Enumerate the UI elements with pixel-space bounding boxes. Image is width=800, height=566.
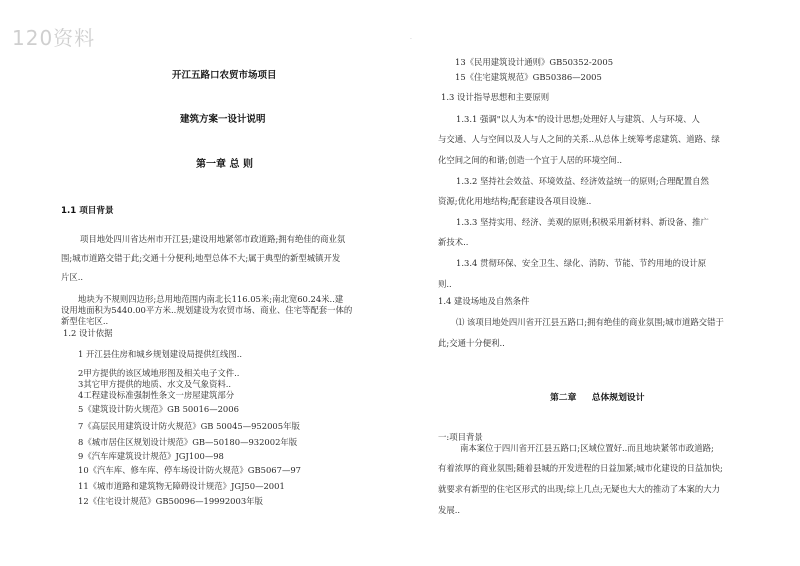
background-line-1: 项目地处四川省达州市开江县;建设用地紧邻市政道路;拥有绝佳的商业氛 [80, 234, 346, 244]
margin-mark: . [410, 34, 412, 41]
background-line-2: 围;城市道路交错于此;交通十分便利;地型总体不大;属于典型的新型城镇开发 [61, 253, 341, 263]
background-line-3: 片区.. [61, 272, 84, 282]
standard-13: 13《民用建筑设计通则》GB50352-2005 [455, 57, 614, 67]
document-subtitle: 建筑方案一设计说明 [180, 114, 266, 125]
site-line-3: 新型住宅区.. [61, 316, 109, 326]
chapter-1-heading: 第一章 总 则 [196, 159, 253, 170]
basis-item-5: 5《建筑设计防火规范》GB 50016—2006 [78, 404, 239, 414]
basis-item-8: 8《城市居住区规划设计规范》GB—50180—932002年版 [78, 437, 298, 447]
principle-1-3-1-line-1: 1.3.1 强调"以人为本"的设计思想;处理好人与建筑、人与环境、人 [456, 114, 700, 124]
site-conditions-line-1: ⑴ 该项目地处四川省开江县五路口;拥有绝佳的商业氛围;城市道路交错于 [456, 317, 724, 327]
right-page [400, 0, 800, 566]
principle-1-3-2-line-1: 1.3.2 坚持社会效益、环境效益、经济效益统一的原则;合理配置自然 [456, 176, 709, 186]
section-1-1-heading: 1.1 项目背景 [61, 206, 114, 216]
project-background-heading: 一:项目背景 [438, 432, 483, 442]
section-1-3-heading: 1.3 设计指导思想和主要原则 [441, 92, 550, 102]
principle-1-3-1-line-3: 化空间之间的和谐;创造一个宜于人居的环境空间.. [438, 155, 623, 165]
basis-item-2: 2甲方提供的该区域地形图及相关电子文件.. [78, 368, 240, 378]
project-background-line-2: 有着浓厚的商业氛围;随着县城的开发进程的日益加紧;城市化建设的日益加快; [438, 463, 723, 473]
watermark: 120资料 [12, 26, 96, 50]
principle-1-3-2-line-2: 资源;优化用地结构;配套建设各项目设施.. [438, 196, 592, 206]
basis-item-7: 7《高层民用建筑设计防火规范》GB 50045—952005年版 [78, 421, 300, 431]
basis-item-12: 12《住宅设计规范》GB50096—19992003年版 [78, 496, 263, 506]
section-1-4-heading: 1.4 建设场地及自然条件 [438, 296, 530, 306]
site-line-2: 设用地面积为5440.00平方米..规划建设为农贸市场、商业、住宅等配套一体的 [61, 305, 353, 315]
principle-1-3-3-line-1: 1.3.3 坚持实用、经济、美观的原则;积极采用新材料、新设备、推广 [456, 217, 709, 227]
basis-item-11: 11《城市道路和建筑物无障碍设计规范》JGJ50—2001 [78, 481, 285, 491]
principle-1-3-4-line-2: 则.. [438, 279, 452, 289]
basis-item-1: 1 开江县住房和城乡规划建设局提供红线图.. [78, 349, 243, 359]
project-background-line-1: 南本案位于四川省开江县五路口;区域位置好..而且地块紧邻市政道路; [460, 443, 714, 453]
site-line-1: 地块为不规则四边形;总用地范围内南北长116.05米;南北宽60.24米..建 [78, 294, 344, 304]
project-background-line-4: 发展.. [438, 505, 461, 515]
project-background-line-3: 就要求有新型的住宅区形式的出现;综上几点;无疑也大大的推动了本案的大力 [438, 484, 721, 494]
standard-15: 15《住宅建筑规范》GB50386—2005 [455, 72, 602, 82]
principle-1-3-4-line-1: 1.3.4 贯彻环保、安全卫生、绿化、消防、节能、节约用地的设计原 [456, 258, 707, 268]
site-conditions-line-2: 此;交通十分便利.. [438, 338, 505, 348]
section-1-2-heading: 1.2 设计依据 [63, 328, 113, 338]
basis-item-9: 9《汽车库建筑设计规范》JGJ100—98 [78, 451, 224, 461]
principle-1-3-1-line-2: 与交通、人与空间以及人与人之间的关系..从总体上统筹考虑建筑、道路、绿 [438, 134, 720, 144]
basis-item-3: 3其它甲方提供的地质、水文及气象资料.. [78, 379, 232, 389]
basis-item-10: 10《汽车库、修车库、停车场设计防火规范》GB5067—97 [78, 465, 301, 475]
basis-item-4: 4工程建设标准强制性条文一房屋建筑部分 [78, 390, 235, 400]
chapter-2-heading: 第二章 总体规划设计 [550, 393, 645, 403]
principle-1-3-3-line-2: 新技术.. [438, 237, 469, 247]
document-title: 开江五路口农贸市场项目 [172, 70, 277, 81]
